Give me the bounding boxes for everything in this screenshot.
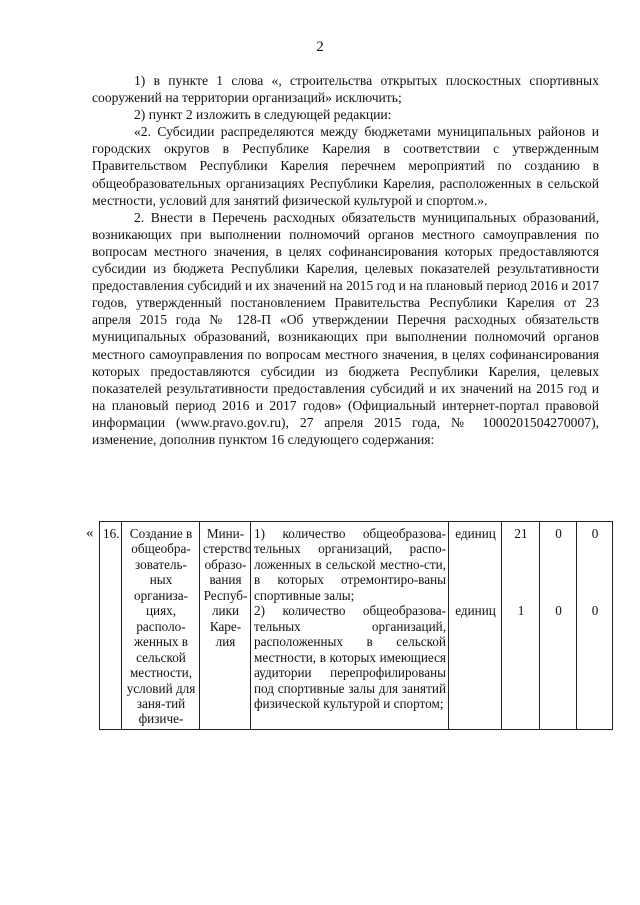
units-cell	[449, 522, 502, 730]
table-row	[100, 522, 613, 730]
indicator-1: 1) количество общеобразова-тельных организаций, распо-ложенных в сельской местно-сти, в которых отремонтиро-ваны спортивные залы;	[254, 526, 446, 603]
indicator-2: 2) количество общеобразова-тельных организаций, расположенных в сельской местности, в которых имеющиеся аудитории перепрофилированы под спортивные залы для занятий физической культурой и спортом;	[254, 603, 446, 711]
indicator-2-value-2017: 0	[591, 603, 599, 619]
indicator-1-unit: единиц	[455, 526, 496, 541]
indicators-cell	[251, 522, 449, 730]
values-2017-cell	[577, 522, 613, 730]
row-number: 16.	[100, 522, 122, 730]
paragraph-amendment-2: 2) пункт 2 изложить в следующей редакции:	[134, 107, 392, 123]
indicator-2-value-2015: 1	[517, 603, 525, 619]
document-body	[92, 72, 599, 448]
indicator-2-unit: единиц	[455, 603, 496, 619]
opening-quote: «	[86, 525, 94, 541]
indicator-1-value-2015: 21	[514, 526, 528, 541]
paragraph-amendment-1: 1) в пункте 1 слова «, строительства открытых плоскостных спортивных сооружений на территории организаций» исключить;	[92, 73, 599, 106]
obligations-table	[99, 521, 613, 730]
paragraph-new-item-2: «2. Субсидии распределяются между бюджетами муниципальных районов и городских округов в Республике Карелия в соответствии с утвержденным Правительством Республики Карелия перечнем мероприятий по созданию в общеобразовательных организациях Республики Карелия, расположенных в сельской местности, условий для занятий физической культурой и спортом.».	[92, 124, 599, 208]
paragraph-section-2: 2. Внести в Перечень расходных обязательств муниципальных образований, возникающих при выполнении полномочий органов местного самоуправления по вопросам местного значения, в целях софинансирования которых предоставляются субсидии из бюджета Республики Карелия, целевых показателей результативности предоставления субсидий и их значений на 2015 год и на плановый период 2016 и 2017 годов, утвержденный постановлением Правительства Республики Карелия от 23 апреля 2015 года № 128-П «Об утверждении Перечня расходных обязательств муниципальных образований, возникающих при выполнении полномочий органов местного самоуправления по вопросам местного значения, в целях софинансирования которых предоставляются субсидии из бюджета Республики Карелия, целевых показателей результативности предоставления субсидий и их значений на 2015 год и на плановый период 2016 и 2017 годов» (Официальный интернет-портал правовой информации (www.pravo.gov.ru), 27 апреля 2015 года, № 1000201504270007), изменение, дополнив пунктом 16 следующего содержания:	[92, 209, 599, 447]
obligation-name: Создание в общеобра-зователь-ных организа-циях, располо-женных в сельской местности, условий для заня-тий физиче-	[122, 522, 200, 730]
values-2015-cell	[502, 522, 540, 730]
indicator-2-value-2016: 0	[555, 603, 562, 619]
indicator-1-value-2016: 0	[555, 526, 562, 541]
indicator-1-value-2017: 0	[591, 526, 599, 541]
values-2016-cell	[540, 522, 577, 730]
responsible-agency: Мини-стерство образо-вания Респуб-лики Каре-лия	[200, 522, 251, 730]
page-number: 2	[316, 39, 324, 55]
